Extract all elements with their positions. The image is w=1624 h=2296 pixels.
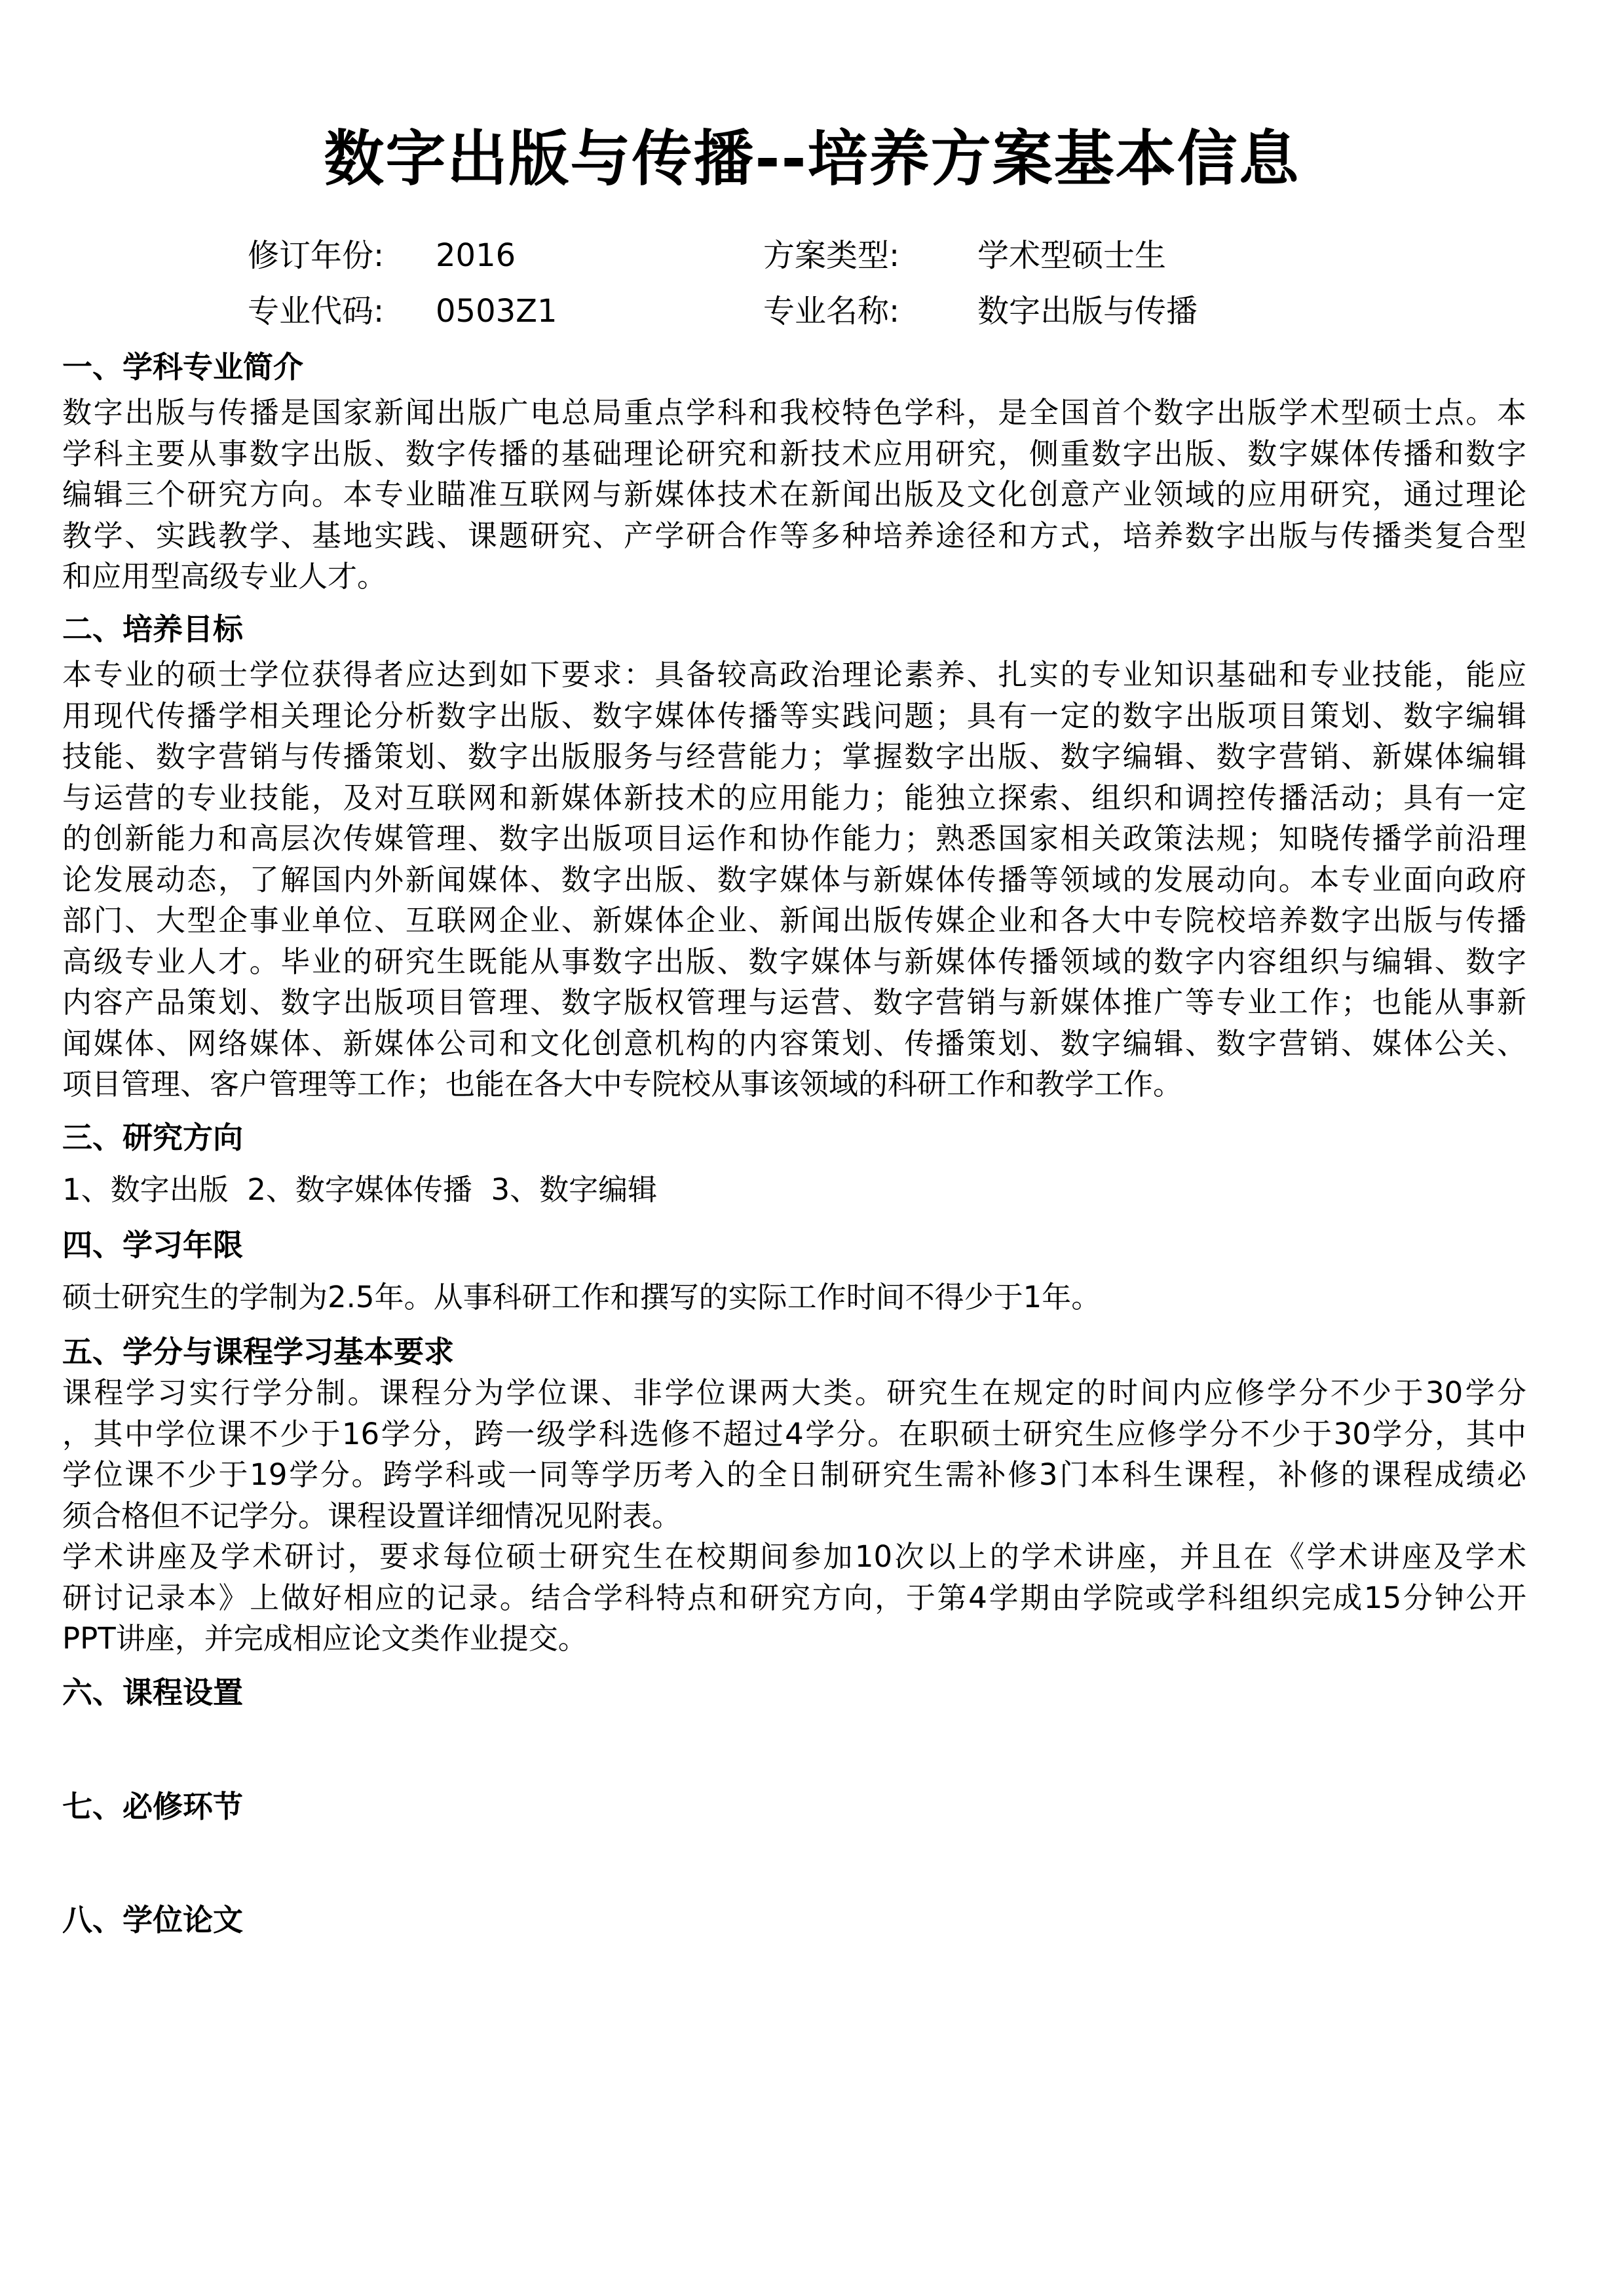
- paragraph-line: 用现代传播学相关理论分析数字出版、数字媒体传播等实践问题；具有一定的数字出版项目策划、数字编辑: [62, 698, 1526, 733]
- revision-year-value: 2016: [436, 237, 516, 274]
- section-heading-required-components: 七、必修环节: [62, 1789, 243, 1824]
- section-heading-study-duration: 四、学习年限: [62, 1227, 243, 1263]
- paragraph-line: 与运营的专业技能，及对互联网和新媒体新技术的应用能力；能独立探索、组织和调控传播活动；具有一定: [62, 780, 1526, 815]
- section-body-credits-requirements: [62, 1373, 1526, 1660]
- section-heading-introduction: 一、学科专业简介: [62, 349, 303, 385]
- paragraph-line: 本专业的硕士学位获得者应达到如下要求：具备较高政治理论素养、扎实的专业知识基础和专业技能，能应: [62, 657, 1526, 692]
- paragraph-line: 学科主要从事数字出版、数字传播的基础理论研究和新技术应用研究，侧重数字出版、数字媒体传播和数字: [62, 436, 1526, 471]
- section-body-introduction: [62, 392, 1526, 598]
- paragraph-line: 和应用型高级专业人才。: [62, 559, 387, 594]
- section-body-training-goals: [62, 655, 1526, 1105]
- section-heading-thesis: 八、学位论文: [62, 1902, 243, 1938]
- paragraph-line: ，其中学位课不少于16学分，跨一级学科选修不超过4学分。在职硕士研究生应修学分不少于30学分，其中: [62, 1416, 1526, 1451]
- paragraph-line: 须合格但不记学分。课程设置详细情况见附表。: [62, 1498, 682, 1533]
- paragraph-line: 课程学习实行学分制。课程分为学位课、非学位课两大类。研究生在规定的时间内应修学分不少于30学分: [62, 1375, 1526, 1410]
- paragraph-line: 闻媒体、网络媒体、新媒体公司和文化创意机构的内容策划、传播策划、数字编辑、数字营销、媒体公关、: [62, 1025, 1526, 1061]
- paragraph-line: 高级专业人才。毕业的研究生既能从事数字出版、数字媒体与新媒体传播领域的数字内容组织与编辑、数字: [62, 944, 1526, 979]
- major-code-value: 0503Z1: [436, 293, 557, 330]
- paragraph-line: 技能、数字营销与传播策划、数字出版服务与经营能力；掌握数字出版、数字编辑、数字营销、新媒体编辑: [62, 739, 1526, 774]
- paragraph-line: 编辑三个研究方向。本专业瞄准互联网与新媒体技术在新闻出版及文化创意产业领域的应用研究，通过理论: [62, 477, 1526, 512]
- paragraph-line: 教学、实践教学、基地实践、课题研究、产学研合作等多种培养途径和方式，培养数字出版与传播类复合型: [62, 518, 1526, 553]
- study-duration-text: 硕士研究生的学制为2.5年。从事科研工作和撰写的实际工作时间不得少于1年。: [62, 1280, 1101, 1314]
- paragraph-line: 内容产品策划、数字出版项目管理、数字版权管理与运营、数字营销与新媒体推广等专业工作；也能从事新: [62, 985, 1526, 1020]
- section-heading-research-directions: 三、研究方向: [62, 1120, 243, 1155]
- revision-year-label: 修订年份:: [248, 237, 385, 274]
- paragraph-line: 数字出版与传播是国家新闻出版广电总局重点学科和我校特色学科，是全国首个数字出版学术型硕士点。本: [62, 395, 1526, 430]
- plan-type-value: 学术型硕士生: [977, 237, 1167, 274]
- research-directions-list: 1、数字出版 2、数字媒体传播 3、数字编辑: [62, 1172, 658, 1207]
- paragraph-line: 论发展动态，了解国内外新闻媒体、数字出版、数字媒体与新媒体传播等领域的发展动向。本专业面向政府: [62, 862, 1526, 897]
- paragraph-line: 项目管理、客户管理等工作；也能在各大中专院校从事该领域的科研工作和教学工作。: [62, 1067, 1183, 1101]
- major-name-label: 专业名称:: [763, 293, 900, 330]
- paragraph-line: 的创新能力和高层次传媒管理、数字出版项目运作和协作能力；熟悉国家相关政策法规；知晓传播学前沿理: [62, 821, 1526, 856]
- major-code-label: 专业代码:: [248, 293, 385, 330]
- section-heading-credits-requirements: 五、学分与课程学习基本要求: [62, 1334, 454, 1369]
- plan-type-label: 方案类型:: [763, 237, 900, 274]
- section-heading-training-goals: 二、培养目标: [62, 611, 243, 647]
- major-name-value: 数字出版与传播: [977, 293, 1198, 330]
- paragraph-line: 部门、大型企事业单位、互联网企业、新媒体企业、新闻出版传媒企业和各大中专院校培养数字出版与传播: [62, 903, 1526, 938]
- paragraph-line: 研讨记录本》上做好相应的记录。结合学科特点和研究方向，于第4学期由学院或学科组织完成15分钟公开: [62, 1580, 1526, 1615]
- document-title: 数字出版与传播--培养方案基本信息: [324, 124, 1300, 194]
- section-heading-curriculum: 六、课程设置: [62, 1675, 243, 1710]
- paragraph-line: 学术讲座及学术研讨，要求每位硕士研究生在校期间参加10次以上的学术讲座，并且在《学术讲座及学术: [62, 1539, 1526, 1574]
- paragraph-line: PPT讲座，并完成相应论文类作业提交。: [62, 1621, 588, 1656]
- paragraph-line: 学位课不少于19学分。跨学科或一同等学历考入的全日制研究生需补修3门本科生课程，补修的课程成绩必: [62, 1457, 1526, 1492]
